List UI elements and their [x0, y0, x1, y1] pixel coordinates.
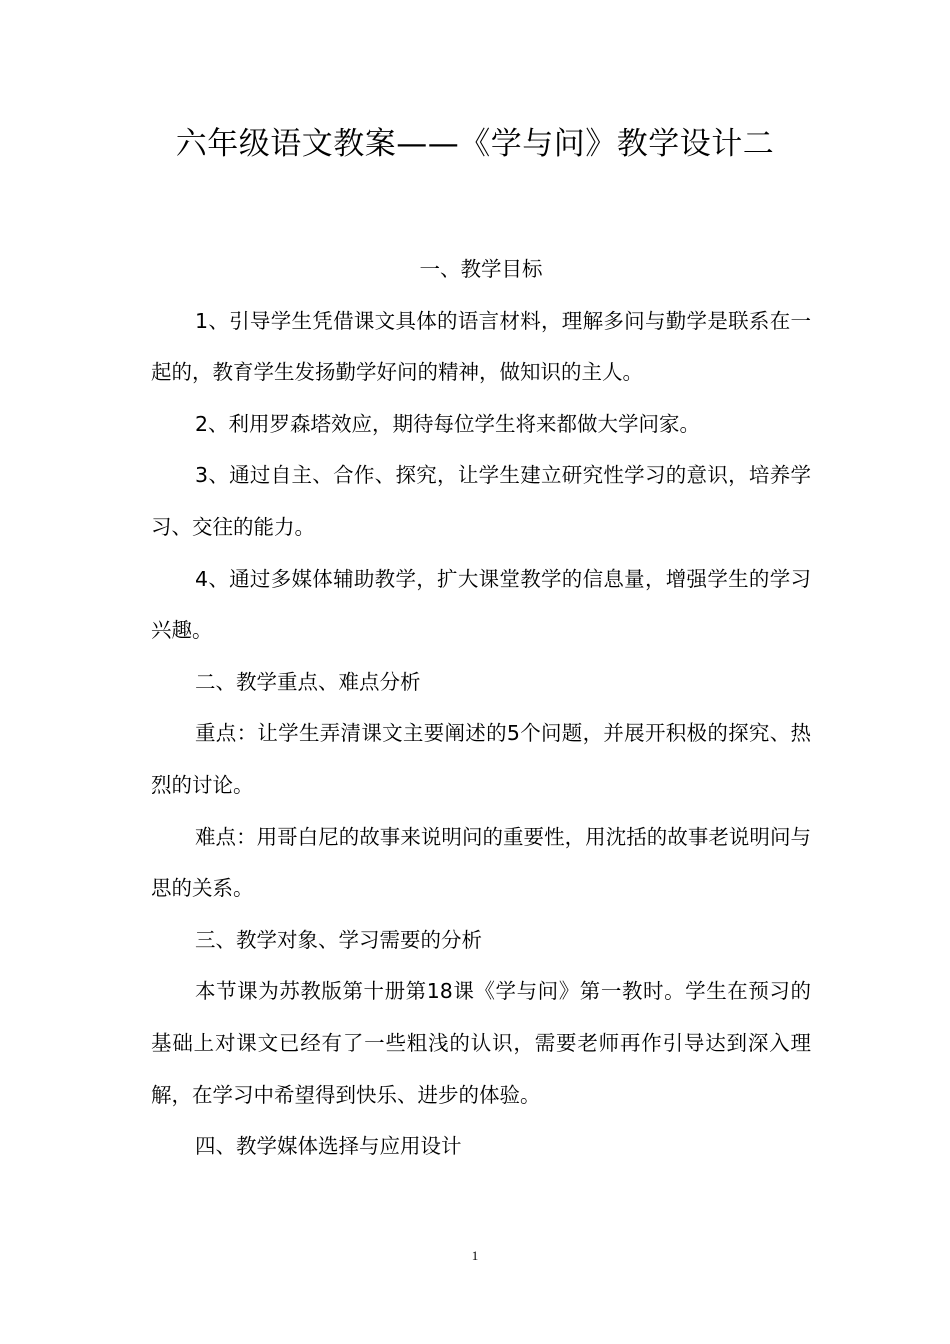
goal-item-3: 3、通过自主、合作、探究，让学生建立研究性学习的意识，培养学习、交往的能力。 — [151, 463, 811, 539]
document-title: 六年级语文教案——《学与问》教学设计二 — [175, 126, 775, 162]
section-heading-learner-analysis: 三、教学对象、学习需要的分析 — [195, 927, 482, 952]
page-number: 1 — [471, 1248, 479, 1263]
learner-analysis-paragraph: 本节课为苏教版第十册第18课《学与问》第一教时。学生在预习的基础上对课文已经有了一些粗浅的认识，需要老师再作引导达到深入理解，在学习中希望得到快乐、进步的体验。 — [151, 979, 811, 1107]
key-point-paragraph: 重点：让学生弄清课文主要阐述的5个问题，并展开积极的探究、热烈的讨论。 — [151, 721, 811, 797]
goal-item-2: 2、利用罗森塔效应，期待每位学生将来都做大学问家。 — [195, 411, 701, 436]
section-heading-media-design: 四、教学媒体选择与应用设计 — [195, 1134, 462, 1159]
difficult-point-paragraph: 难点：用哥白尼的故事来说明问的重要性，用沈括的故事老说明问与思的关系。 — [151, 824, 811, 901]
goal-item-1: 1、引导学生凭借课文具体的语言材料，理解多问与勤学是联系在一起的，教育学生发扬勤学好问的精神，做知识的主人。 — [151, 308, 811, 385]
goal-item-4: 4、通过多媒体辅助教学，扩大课堂教学的信息量，增强学生的学习兴趣。 — [151, 566, 811, 643]
document-body — [151, 244, 811, 1173]
section-heading-teaching-goals: 一、教学目标 — [419, 257, 543, 281]
section-heading-key-points: 二、教学重点、难点分析 — [195, 669, 421, 694]
